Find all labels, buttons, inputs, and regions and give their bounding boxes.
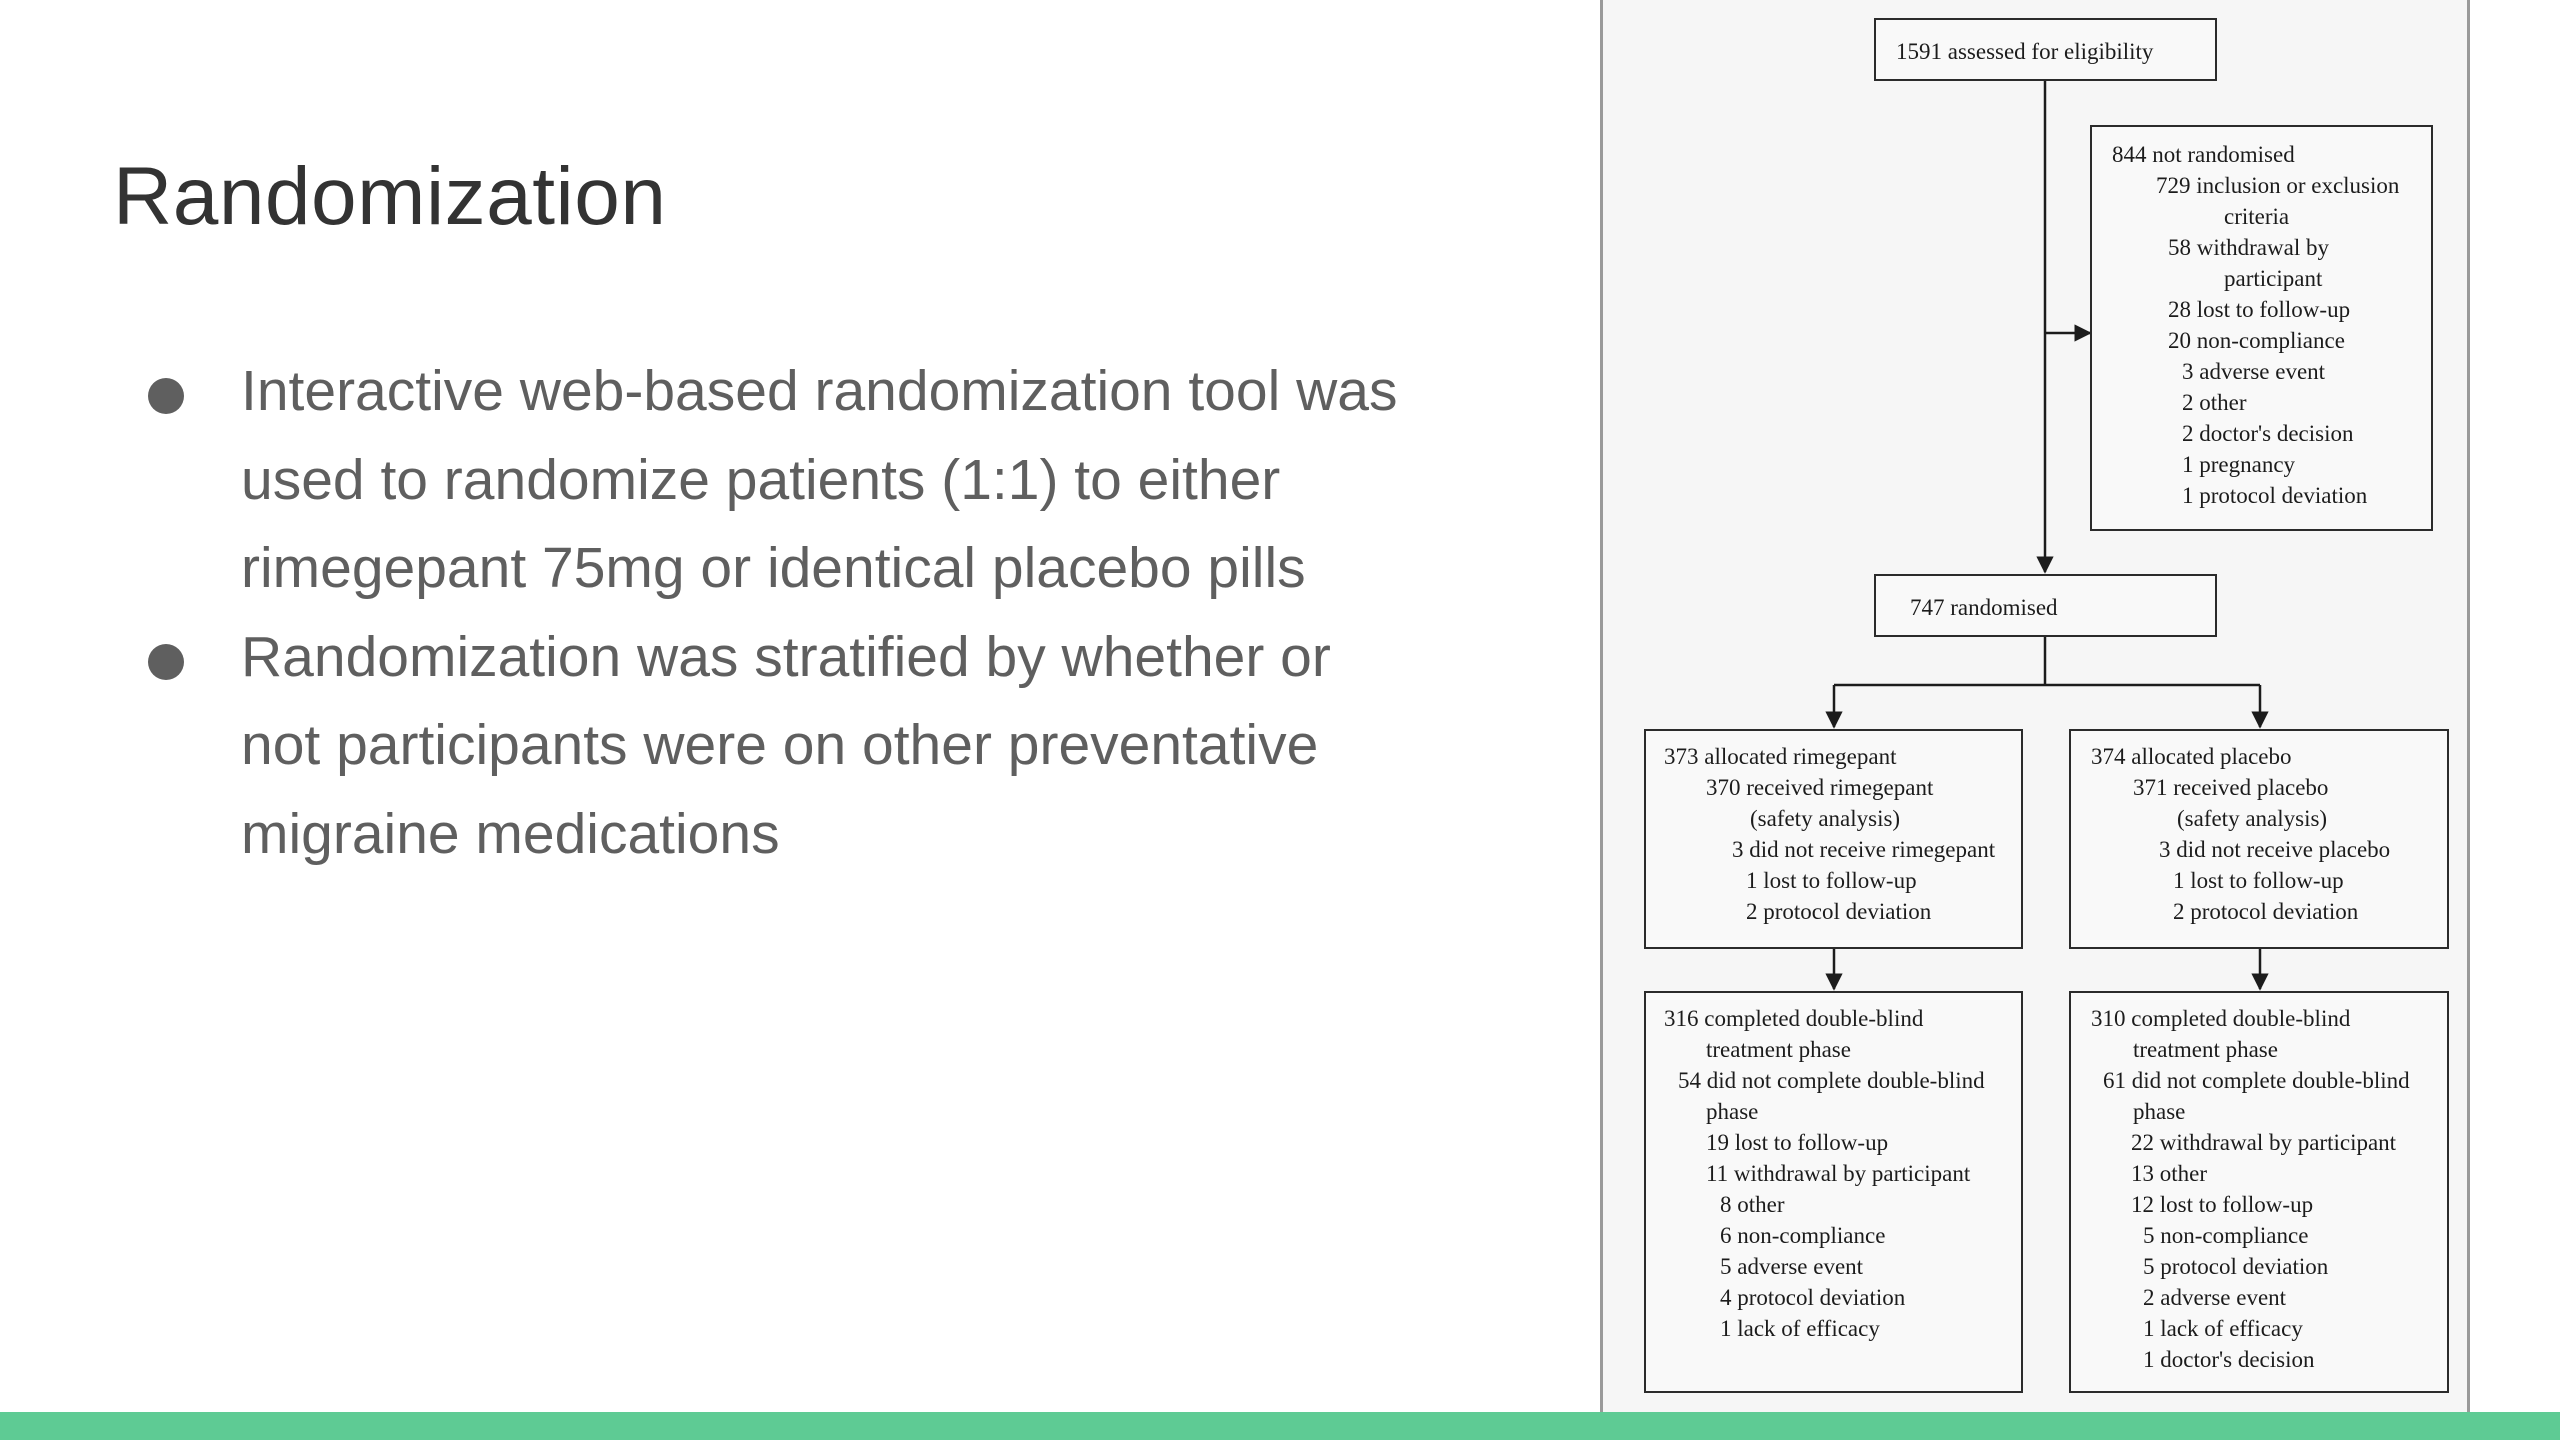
slide-title: Randomization bbox=[113, 151, 667, 242]
not-randomised-header: 844 not randomised bbox=[2112, 142, 2295, 167]
rimegepant-completion-box: 316 completed double-blind treatment phase 54 did not complete double-blind phase 19 lost to follow-up 11 withdrawal by participant 8 other 6 non-compliance 5 adverse event 4 protocol deviation 1 lack of efficacy bbox=[1644, 991, 2023, 1393]
placebo-allocation-box: 374 allocated placebo 371 received placebo (safety analysis) 3 did not receive placebo 1 lost to follow-up 2 protocol deviation bbox=[2069, 729, 2449, 949]
bullet-list bbox=[147, 347, 1417, 878]
bullet-text: Randomization was stratified by whether or not participants were on other preventative migraine medications bbox=[241, 624, 1331, 866]
bullet-dot-icon bbox=[148, 644, 184, 680]
bullet-text: Interactive web-based randomization tool was used to randomize patients (1:1) to either rimegepant 75mg or identical placebo pills bbox=[241, 359, 1398, 600]
footer-accent-bar bbox=[0, 1412, 2560, 1440]
bullet-dot-icon bbox=[148, 378, 184, 414]
not-randomised-box: 844 not randomised 729 inclusion or exclusion criteria 58 withdrawal by participant 28 lost to follow-up 20 non-compliance 3 adverse event 2 other 2 doctor's decision 1 pregnancy 1 protocol deviation bbox=[2090, 125, 2433, 531]
consort-flowchart-figure bbox=[1600, 0, 2470, 1422]
rimegepant-allocation-box: 373 allocated rimegepant 370 received rimegepant (safety analysis) 3 did not receive rimegepant 1 lost to follow-up 2 protocol deviation bbox=[1644, 729, 2023, 949]
assessed-box: 1591 assessed for eligibility bbox=[1874, 18, 2217, 81]
placebo-completion-box: 310 completed double-blind treatment phase 61 did not complete double-blind phase 22 withdrawal by participant 13 other 12 lost to follow-up 5 non-compliance 5 protocol deviation 2 adverse event 1 lack of efficacy 1 doctor's decision bbox=[2069, 991, 2449, 1393]
bullet-item bbox=[147, 613, 1417, 879]
bullet-item bbox=[147, 347, 1417, 613]
randomised-box: 747 randomised bbox=[1874, 574, 2217, 637]
